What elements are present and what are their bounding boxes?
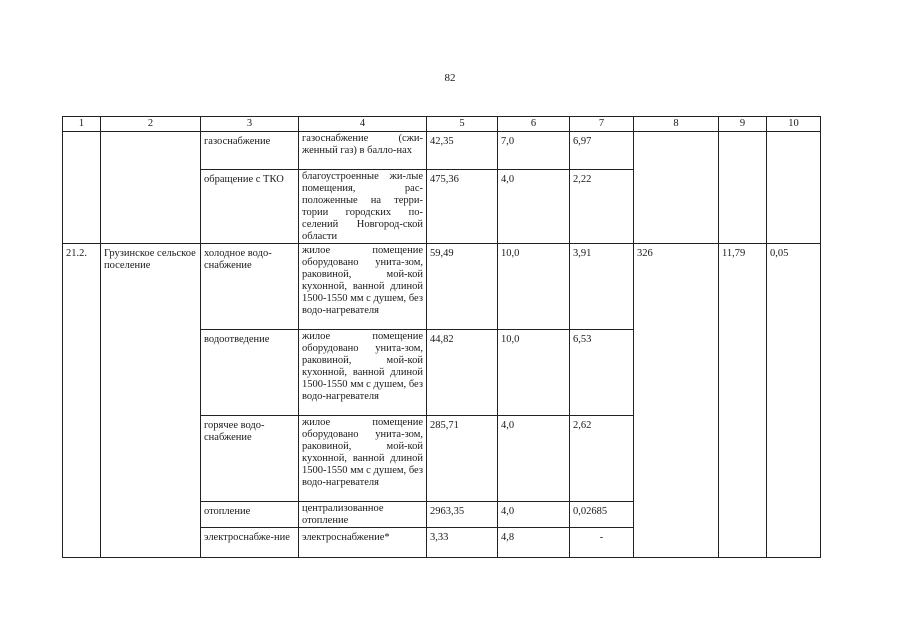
condition-cell: жилое помещение оборудовано унита-зом, раковиной, мой-кой кухонной, ванной длиной 1500-1550 мм с душем, без водо-нагревателя: [299, 416, 427, 502]
column-header: 4: [299, 117, 427, 132]
value-cell: 4,8: [498, 528, 570, 558]
value-cell: 4,0: [498, 416, 570, 502]
value-cell: 42,35: [427, 132, 498, 170]
service-cell: отопление: [201, 502, 299, 528]
service-cell: холодное водо-снабжение: [201, 244, 299, 330]
cell-empty: [63, 132, 101, 244]
page-number: 82: [444, 72, 456, 84]
cell-empty: [767, 132, 821, 244]
section-number: 21.2.: [63, 244, 101, 558]
settlement-name: Грузинское сельское поселение: [101, 244, 201, 558]
service-cell: электроснабже-ние: [201, 528, 299, 558]
value-cell: -: [570, 528, 634, 558]
value-cell: 6,97: [570, 132, 634, 170]
service-cell: горячее водо-снабжение: [201, 416, 299, 502]
value-cell: 326: [634, 244, 719, 558]
value-cell: 2,62: [570, 416, 634, 502]
service-cell: газоснабжение: [201, 132, 299, 170]
column-header: 9: [719, 117, 767, 132]
table-row: [63, 244, 821, 330]
value-cell: 0,05: [767, 244, 821, 558]
value-cell: 10,0: [498, 244, 570, 330]
cell-empty: [101, 132, 201, 244]
cell-empty: [719, 132, 767, 244]
condition-cell: электроснабжение*: [299, 528, 427, 558]
value-cell: 3,91: [570, 244, 634, 330]
column-header: 3: [201, 117, 299, 132]
condition-cell: жилое помещение оборудовано унита-зом, раковиной, мой-кой кухонной, ванной длиной 1500-1550 мм с душем, без водо-нагревателя: [299, 244, 427, 330]
value-cell: 44,82: [427, 330, 498, 416]
column-header: 2: [101, 117, 201, 132]
condition-cell: благоустроенные жи-лые помещения, рас-положенные на терри-тории городских по-селений Новгород-ской области: [299, 170, 427, 244]
value-cell: 2,22: [570, 170, 634, 244]
column-header: 7: [570, 117, 634, 132]
condition-cell: централизованное отопление: [299, 502, 427, 528]
value-cell: 475,36: [427, 170, 498, 244]
column-header: 10: [767, 117, 821, 132]
table-row: [63, 132, 821, 170]
value-cell: 2963,35: [427, 502, 498, 528]
condition-cell: газоснабжение (сжи-женный газ) в балло-нах: [299, 132, 427, 170]
value-cell: 4,0: [498, 170, 570, 244]
value-cell: 3,33: [427, 528, 498, 558]
condition-cell: жилое помещение оборудовано унита-зом, раковиной, мой-кой кухонной, ванной длиной 1500-1550 мм с душем, без водо-нагревателя: [299, 330, 427, 416]
tariff-table: [62, 116, 821, 558]
column-header-row: [63, 117, 821, 132]
value-cell: 6,53: [570, 330, 634, 416]
value-cell: 0,02685: [570, 502, 634, 528]
value-cell: 11,79: [719, 244, 767, 558]
value-cell: 4,0: [498, 502, 570, 528]
value-cell: 10,0: [498, 330, 570, 416]
column-header: 5: [427, 117, 498, 132]
cell-empty: [634, 132, 719, 244]
value-cell: 59,49: [427, 244, 498, 330]
value-cell: 7,0: [498, 132, 570, 170]
column-header: 8: [634, 117, 719, 132]
service-cell: водоотведение: [201, 330, 299, 416]
service-cell: обращение с ТКО: [201, 170, 299, 244]
value-cell: 285,71: [427, 416, 498, 502]
column-header: 1: [63, 117, 101, 132]
column-header: 6: [498, 117, 570, 132]
